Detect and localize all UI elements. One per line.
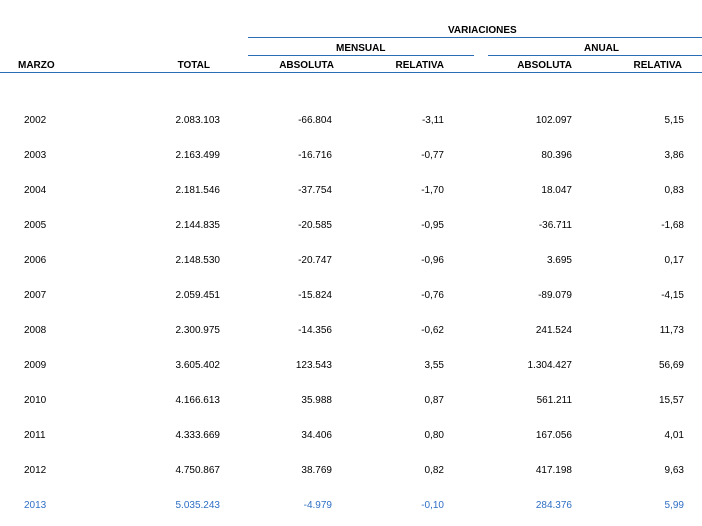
cell-anual-absoluta: 3.695: [546, 255, 572, 266]
cell-year: 2011: [24, 430, 46, 441]
cell-year: 2002: [24, 115, 47, 126]
cell-total: 2.181.546: [175, 185, 220, 196]
cell-total: 2.144.835: [175, 220, 220, 231]
cell-anual-absoluta: 18.047: [541, 185, 572, 196]
cell-mensual-absoluta: -20.585: [298, 220, 332, 231]
table-row: [0, 360, 702, 374]
cell-anual-absoluta: 1.304.427: [527, 360, 572, 371]
cell-total: 2.163.499: [175, 150, 220, 161]
cell-anual-absoluta: 80.396: [541, 150, 572, 161]
cell-anual-relativa: 0,83: [664, 185, 684, 196]
cell-year: 2009: [24, 360, 47, 371]
table-row: [0, 185, 702, 199]
cell-mensual-absoluta: -16.716: [298, 150, 332, 161]
cell-anual-relativa: 5,15: [664, 115, 684, 126]
cell-mensual-relativa: 0,87: [424, 395, 444, 406]
cell-total: 4.333.669: [175, 430, 220, 441]
cell-mensual-relativa: -0,10: [421, 500, 444, 511]
rule-anual: [488, 55, 702, 56]
cell-total: 4.166.613: [175, 395, 220, 406]
table-row: [0, 325, 702, 339]
cell-anual-relativa: 0,17: [664, 255, 684, 266]
cell-anual-relativa: 15,57: [658, 395, 684, 406]
cell-anual-relativa: 5,99: [664, 500, 684, 511]
table-row: [0, 465, 702, 479]
cell-anual-relativa: -1,68: [661, 220, 684, 231]
cell-anual-absoluta: -89.079: [538, 290, 572, 301]
rule-mensual: [248, 55, 474, 56]
cell-total: 2.083.103: [175, 115, 220, 126]
cell-anual-relativa: 4,01: [664, 430, 684, 441]
cell-mensual-absoluta: -4.979: [303, 500, 332, 511]
cell-year: 2012: [24, 465, 47, 476]
cell-mensual-absoluta: -15.824: [298, 290, 332, 301]
cell-mensual-absoluta: -66.804: [298, 115, 332, 126]
cell-mensual-relativa: -0,95: [421, 220, 444, 231]
cell-anual-relativa: 56,69: [658, 360, 684, 371]
table-row: [0, 150, 702, 164]
table-row-highlighted: [0, 500, 702, 514]
cell-mensual-relativa: -1,70: [421, 185, 444, 196]
rule-column-headers: [0, 72, 702, 73]
cell-mensual-relativa: -3,11: [421, 115, 444, 126]
cell-mensual-absoluta: -14.356: [298, 325, 332, 336]
cell-anual-relativa: 9,63: [664, 465, 684, 476]
cell-anual-relativa: 11,73: [659, 325, 684, 336]
table-row: [0, 255, 702, 269]
cell-year: 2004: [24, 185, 47, 196]
cell-total: 2.148.530: [175, 255, 220, 266]
cell-total: 3.605.402: [175, 360, 220, 371]
cell-year: 2010: [24, 395, 47, 406]
cell-anual-absoluta: 561.211: [536, 395, 572, 406]
cell-anual-absoluta: 417.198: [535, 465, 572, 476]
table-row: [0, 430, 702, 444]
cell-anual-absoluta: 284.376: [535, 500, 572, 511]
cell-total: 5.035.243: [175, 500, 220, 511]
cell-year: 2003: [24, 150, 47, 161]
cell-mensual-relativa: 0,80: [424, 430, 444, 441]
cell-mensual-absoluta: -37.754: [298, 185, 332, 196]
cell-year: 2013: [24, 500, 47, 511]
cell-total: 2.059.451: [175, 290, 220, 301]
col-header-anual-relativa: RELATIVA: [633, 60, 682, 71]
cell-anual-absoluta: -36.711: [538, 220, 572, 231]
cell-mensual-relativa: -0,77: [421, 150, 444, 161]
cell-anual-absoluta: 241.524: [535, 325, 572, 336]
cell-mensual-relativa: 3,55: [424, 360, 444, 371]
col-header-anual-absoluta: ABSOLUTA: [517, 60, 572, 71]
cell-total: 2.300.975: [175, 325, 220, 336]
cell-mensual-absoluta: 123.543: [295, 360, 332, 371]
table-row: [0, 220, 702, 234]
col-header-mensual-absoluta: ABSOLUTA: [279, 60, 334, 71]
table-row: [0, 290, 702, 304]
cell-anual-absoluta: 167.056: [535, 430, 572, 441]
header-anual: ANUAL: [584, 43, 619, 54]
col-header-month: MARZO: [18, 60, 55, 71]
cell-year: 2007: [24, 290, 47, 301]
table-row: [0, 395, 702, 409]
cell-mensual-relativa: -0,76: [421, 290, 444, 301]
col-header-mensual-relativa: RELATIVA: [395, 60, 444, 71]
cell-mensual-relativa: 0,82: [424, 465, 444, 476]
cell-mensual-absoluta: 38.769: [301, 465, 332, 476]
cell-year: 2005: [24, 220, 47, 231]
cell-mensual-relativa: -0,62: [421, 325, 444, 336]
header-mensual: MENSUAL: [336, 43, 386, 54]
cell-mensual-absoluta: -20.747: [298, 255, 332, 266]
cell-anual-relativa: -4,15: [661, 290, 684, 301]
rule-variaciones: [248, 37, 702, 38]
cell-total: 4.750.867: [175, 465, 220, 476]
cell-mensual-relativa: -0,96: [421, 255, 444, 266]
cell-anual-relativa: 3,86: [664, 150, 684, 161]
cell-anual-absoluta: 102.097: [535, 115, 572, 126]
cell-year: 2008: [24, 325, 47, 336]
col-header-total: TOTAL: [177, 60, 210, 71]
table-row: [0, 115, 702, 129]
cell-mensual-absoluta: 34.406: [301, 430, 332, 441]
header-variaciones: VARIACIONES: [448, 25, 517, 36]
cell-year: 2006: [24, 255, 47, 266]
cell-mensual-absoluta: 35.988: [301, 395, 332, 406]
